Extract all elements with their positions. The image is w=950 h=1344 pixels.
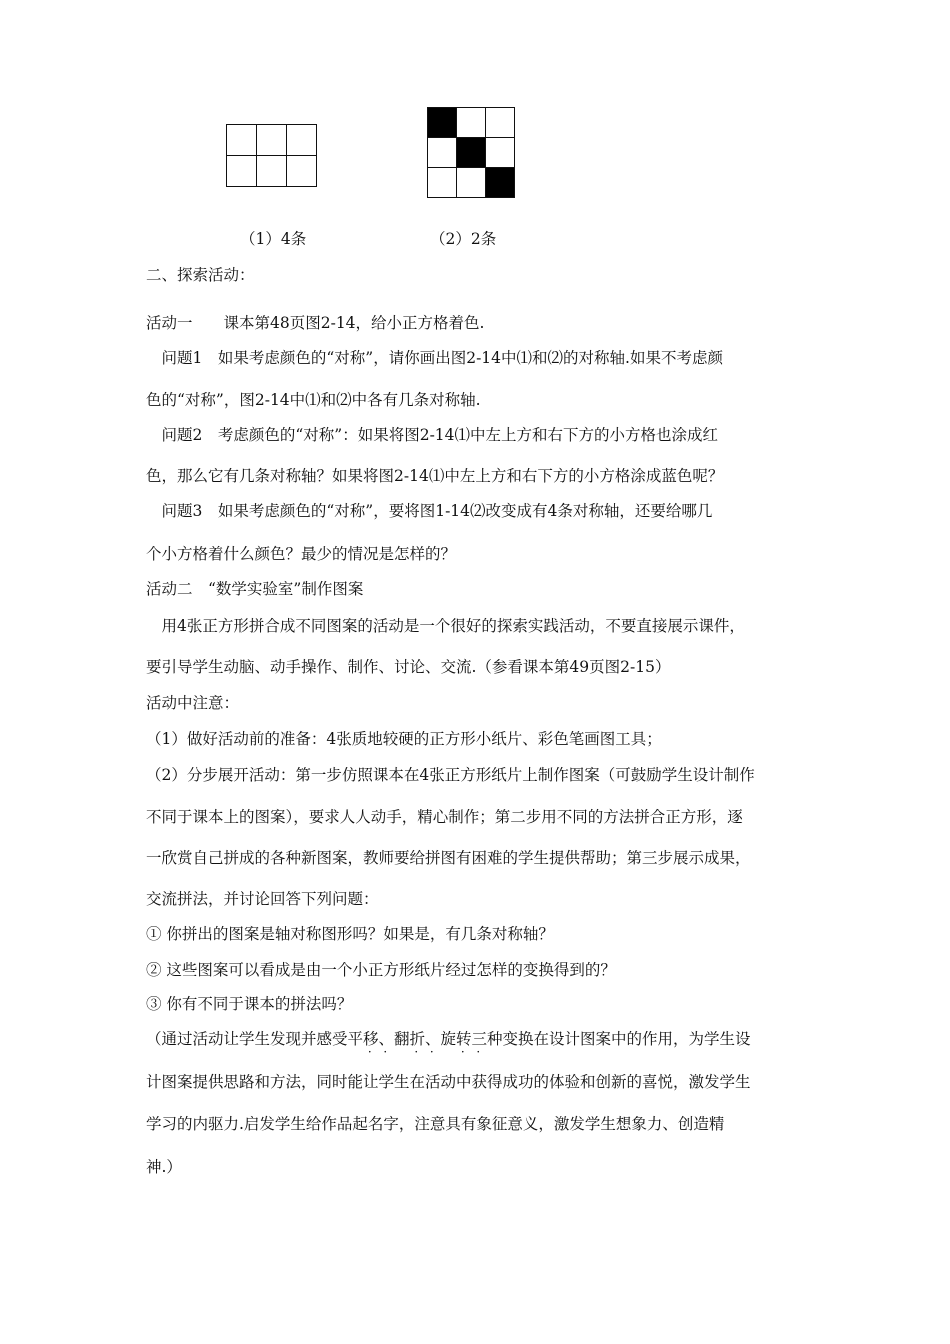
filled-square (486, 168, 515, 198)
note-1: （1）做好活动前的准备：4张质地较硬的正方形小纸片、彩色笔画图工具； (146, 730, 662, 748)
empty-square (287, 156, 317, 187)
summary-line-1: （通过活动让学生发现并感受平移、翻折、旋转三种变换在设计图案中的作用，为学生设 (146, 1030, 751, 1048)
filled-square (457, 138, 486, 168)
question-1-line-1: 问题1 如果考虑颜色的“对称”，请你画出图2-14中⑴和⑵的对称轴.如果不考虑颜 (146, 349, 723, 367)
note-2-line-1: （2）分步展开活动：第一步仿照课本在4张正方形纸片上制作图案（可鼓励学生设计制作 (146, 766, 755, 784)
empty-square (428, 168, 457, 198)
note-2-line-4: 交流拼法，并讨论回答下列问题： (146, 890, 379, 908)
summary-line-4: 神.） (146, 1158, 182, 1176)
figure-1-grid (226, 124, 317, 187)
question-1-line-2: 色的“对称”，图2-14中⑴和⑵中各有几条对称轴. (146, 391, 481, 409)
empty-square (428, 138, 457, 168)
empty-square (227, 125, 257, 156)
empty-square (227, 156, 257, 187)
empty-square (457, 108, 486, 138)
figure-2-caption: （2）2条 (430, 230, 497, 248)
question-2-line-2: 色，那么它有几条对称轴？如果将图2-14⑴中左上方和右下方的小方格涂成蓝色呢？ (146, 467, 724, 485)
activity-2-heading: 活动二 “数学实验室”制作图案 (146, 580, 364, 598)
activity-1-heading: 活动一 课本第48页图2-14，给小正方格着色. (146, 314, 485, 332)
empty-square (457, 168, 486, 198)
question-circle-2: ② 这些图案可以看成是由一个小正方形纸片经过怎样的变换得到的？ (146, 961, 616, 979)
summary-line-2: 计图案提供思路和方法，同时能让学生在活动中获得成功的体验和创新的喜悦，激发学生 (146, 1073, 751, 1091)
question-3-line-2: 个小方格着什么颜色？最少的情况是怎样的？ (146, 545, 457, 563)
emphasis-dots: · · · · · · (367, 1045, 481, 1059)
activity-2-paragraph-line-2: 要引导学生动脑、动手操作、制作、讨论、交流.（参看课本第49页图2-15） (146, 658, 671, 676)
figure-1-caption: （1）4条 (240, 230, 307, 248)
question-3-line-1: 问题3 如果考虑颜色的“对称”，要将图1-14⑵改变成有4条对称轴，还要给哪几 (146, 502, 713, 520)
section-heading: 二、探索活动： (146, 266, 255, 284)
empty-square (257, 156, 287, 187)
notes-heading: 活动中注意： (146, 694, 240, 712)
note-2-line-3: 一欣赏自己拼成的各种新图案，教师要给拼图有困难的学生提供帮助；第三步展示成果， (146, 849, 751, 867)
empty-square (486, 138, 515, 168)
note-2-line-2: 不同于课本上的图案），要求人人动手，精心制作；第二步用不同的方法拼合正方形，逐 (146, 808, 743, 826)
figure-2-grid (427, 107, 515, 198)
question-circle-1: ① 你拼出的图案是轴对称图形吗？如果是，有几条对称轴？ (146, 925, 554, 943)
question-2-line-1: 问题2 考虑颜色的“对称”：如果将图2-14⑴中左上方和右下方的小方格也涂成红 (146, 426, 719, 444)
activity-2-paragraph-line-1: 用4张正方形拼合成不同图案的活动是一个很好的探索实践活动，不要直接展示课件， (146, 617, 745, 635)
summary-line-3: 学习的内驱力.启发学生给作品起名字，注意具有象征意义，激发学生想象力、创造精 (146, 1115, 725, 1133)
empty-square (257, 125, 287, 156)
filled-square (428, 108, 457, 138)
empty-square (287, 125, 317, 156)
question-circle-3: ③ 你有不同于课本的拼法吗？ (146, 995, 353, 1013)
empty-square (486, 108, 515, 138)
